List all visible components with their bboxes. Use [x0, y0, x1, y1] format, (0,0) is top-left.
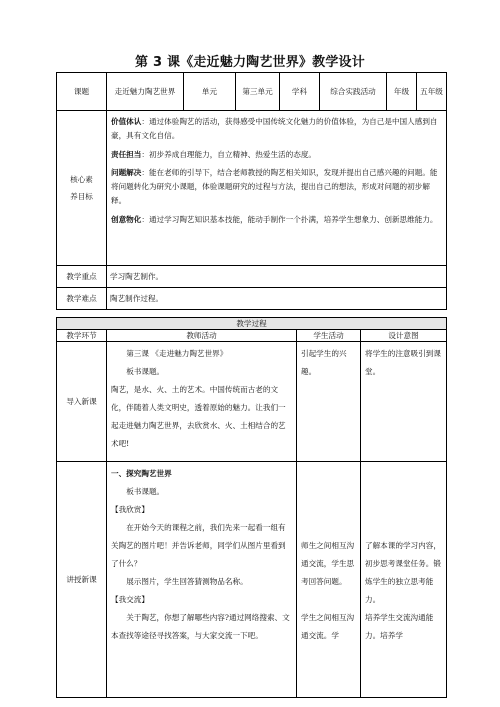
goals-label-line1: 核心素	[70, 175, 93, 184]
lecture-intent	[361, 462, 447, 698]
lecture-student	[297, 462, 361, 698]
topic-label: 课题	[57, 73, 107, 111]
key-point-value: 学习陶艺制作。	[107, 266, 447, 288]
lecture-section-heading: 一、探究陶艺世界	[111, 469, 172, 478]
intro-teacher	[107, 342, 297, 462]
lecture-appreciate-heading: 【我欣赏】	[111, 505, 149, 514]
grade-value: 五年级	[417, 73, 447, 111]
intro-intent-text: 将学生的注意吸引到课堂。	[365, 349, 441, 376]
process-header-row	[57, 330, 447, 342]
subject-value: 综合实践活动	[320, 73, 387, 111]
unit-value: 第三单元	[236, 73, 280, 111]
lecture-intent-text-1: 了解本课的学习内容，初步思考课堂任务。锻炼学生的独立思考能力。	[365, 541, 441, 604]
lecture-appreciate-text: 在开始今天的课程之前，我们先来一起看一组有关陶艺的图片吧！并告诉老师，同学们从图片里看到了什么？	[111, 523, 286, 568]
lecture-exchange-text: 关于陶艺，你想了解哪些内容?通过网络搜索、文本查找等途径寻找答案，与大家交流一下吧。	[111, 613, 290, 640]
intro-narrative: 陶艺，是水、火、土的艺术。中国传统而古老的文化，伴随着人类文明史，透着原始的魅力。让我们一起走进魅力陶艺世界，去欣赏水、火、土相结合的艺术吧!	[111, 385, 286, 448]
teaching-process-table	[56, 317, 447, 698]
goals-content	[107, 111, 447, 266]
intro-row	[57, 342, 447, 462]
page-title: 第 3 课《走近魅力陶艺世界》教学设计	[135, 55, 365, 70]
header-intent: 设计意图	[361, 330, 447, 342]
goal-responsibility-text: ：初步养成自理能力，自立精神、热爱生活的态度。	[141, 149, 317, 159]
subject-label: 学科	[280, 73, 320, 111]
difficulty-label: 教学难点	[57, 288, 107, 310]
topic-value: 走近魅力陶艺世界	[107, 73, 184, 111]
goal-responsibility-head: 责任担当	[111, 149, 142, 159]
intro-intent	[361, 342, 447, 462]
difficulty-value: 陶艺制作过程。	[107, 288, 447, 310]
key-point-row	[57, 266, 447, 288]
goals-label	[57, 111, 107, 266]
lecture-teacher	[107, 462, 297, 698]
goal-problem-solving-text: ：能在老师的引导下，结合老师教授的陶艺相关知识，发现并提出自己感兴趣的问题。能将问题转化为研究小课题，体验课题研究的过程与方法，提出自己的想法，形成对问题的初步解释。	[111, 168, 438, 205]
lecture-student-text-1: 师生之间相互沟通交流，学生思考回答问题。	[301, 541, 355, 586]
header-teacher: 教师活动	[107, 330, 297, 342]
lesson-info-table	[56, 72, 447, 310]
lecture-student-text-2: 学生之间相互沟通交流。学	[301, 613, 355, 640]
goal-responsibility	[111, 148, 442, 162]
topic-row	[57, 73, 447, 111]
intro-student-text: 引起学生的兴趣。	[301, 349, 347, 376]
goal-problem-solving-head: 问题解决	[111, 168, 142, 177]
intro-lesson-title: 第三课 《走进魅力陶艺世界》	[126, 349, 228, 358]
difficulty-row	[57, 288, 447, 310]
lecture-stage: 讲授新课	[57, 462, 107, 698]
lecture-exchange-heading: 【我交流】	[111, 595, 149, 604]
goals-row	[57, 111, 447, 266]
intro-board: 板书课题。	[126, 367, 165, 376]
goal-creativity	[111, 213, 442, 227]
goal-value	[111, 115, 442, 143]
goal-problem-solving	[111, 166, 442, 208]
goal-creativity-text: ：通过学习陶艺知识基本技能，能动手制作一个扑满，培养学生想象力、创新思维能力。	[141, 214, 438, 224]
intro-stage: 导入新课	[57, 342, 107, 462]
key-point-label: 教学重点	[57, 266, 107, 288]
goal-creativity-head: 创意物化	[111, 214, 142, 224]
unit-label: 单元	[184, 73, 236, 111]
header-stage: 教学环节	[57, 330, 107, 342]
intro-student	[297, 342, 361, 462]
lecture-board: 板书课题。	[126, 487, 165, 496]
grade-label: 年级	[387, 73, 417, 111]
lecture-intent-text-2: 培养学生交流沟通能力。培养学	[365, 613, 434, 640]
goal-value-text: ：通过体验陶艺的活动，获得感受中国传统文化魅力的价值体验，为自己是中国人感到自豪，具有文化自信。	[111, 117, 438, 140]
lecture-show-images: 展示图片，学生回答猜测物品名称。	[126, 577, 248, 586]
goal-value-head: 价值体认	[111, 117, 142, 126]
header-student: 学生活动	[297, 330, 361, 342]
process-title: 教学过程	[57, 318, 447, 330]
goals-label-line2: 养目标	[70, 192, 93, 201]
process-title-row	[57, 318, 447, 330]
lecture-row	[57, 462, 447, 698]
